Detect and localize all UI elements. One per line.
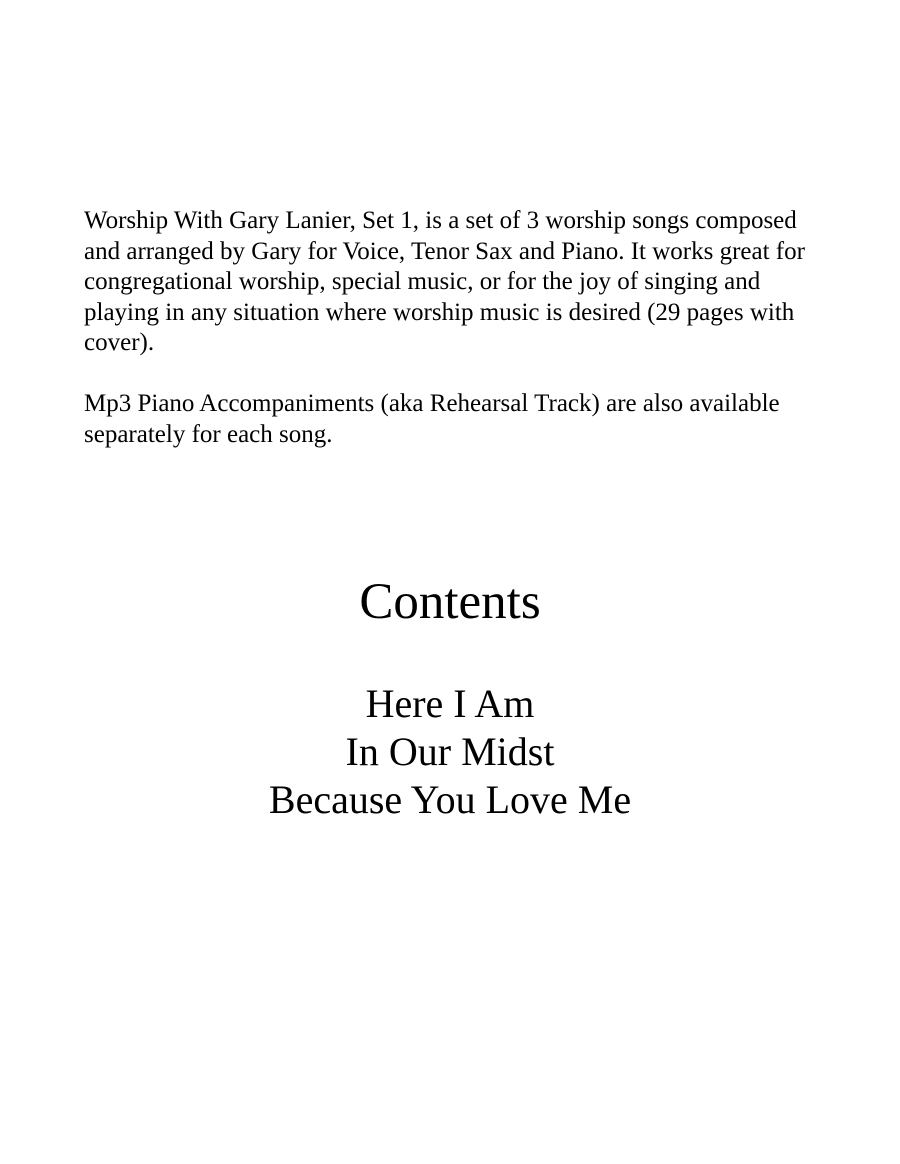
- contents-heading: Contents: [359, 574, 541, 630]
- description-block: [84, 206, 824, 450]
- contents-item-in-our-midst: In Our Midst: [345, 729, 555, 774]
- contents-list: [0, 680, 900, 824]
- mp3-paragraph: Mp3 Piano Accompaniments (aka Rehearsal Track) are also available separately for each song.: [84, 390, 780, 448]
- contents-item-here-i-am: Here I Am: [365, 681, 535, 726]
- contents-item-because-you-love-me: Because You Love Me: [268, 777, 632, 822]
- intro-paragraph: Worship With Gary Lanier, Set 1, is a set of 3 worship songs composed and arranged by Gary for Voice, Tenor Sax and Piano. It works great for congregational worship, special music, or for the joy of singing and playing in any situation where worship music is desired (29 pages with cover).: [84, 207, 805, 356]
